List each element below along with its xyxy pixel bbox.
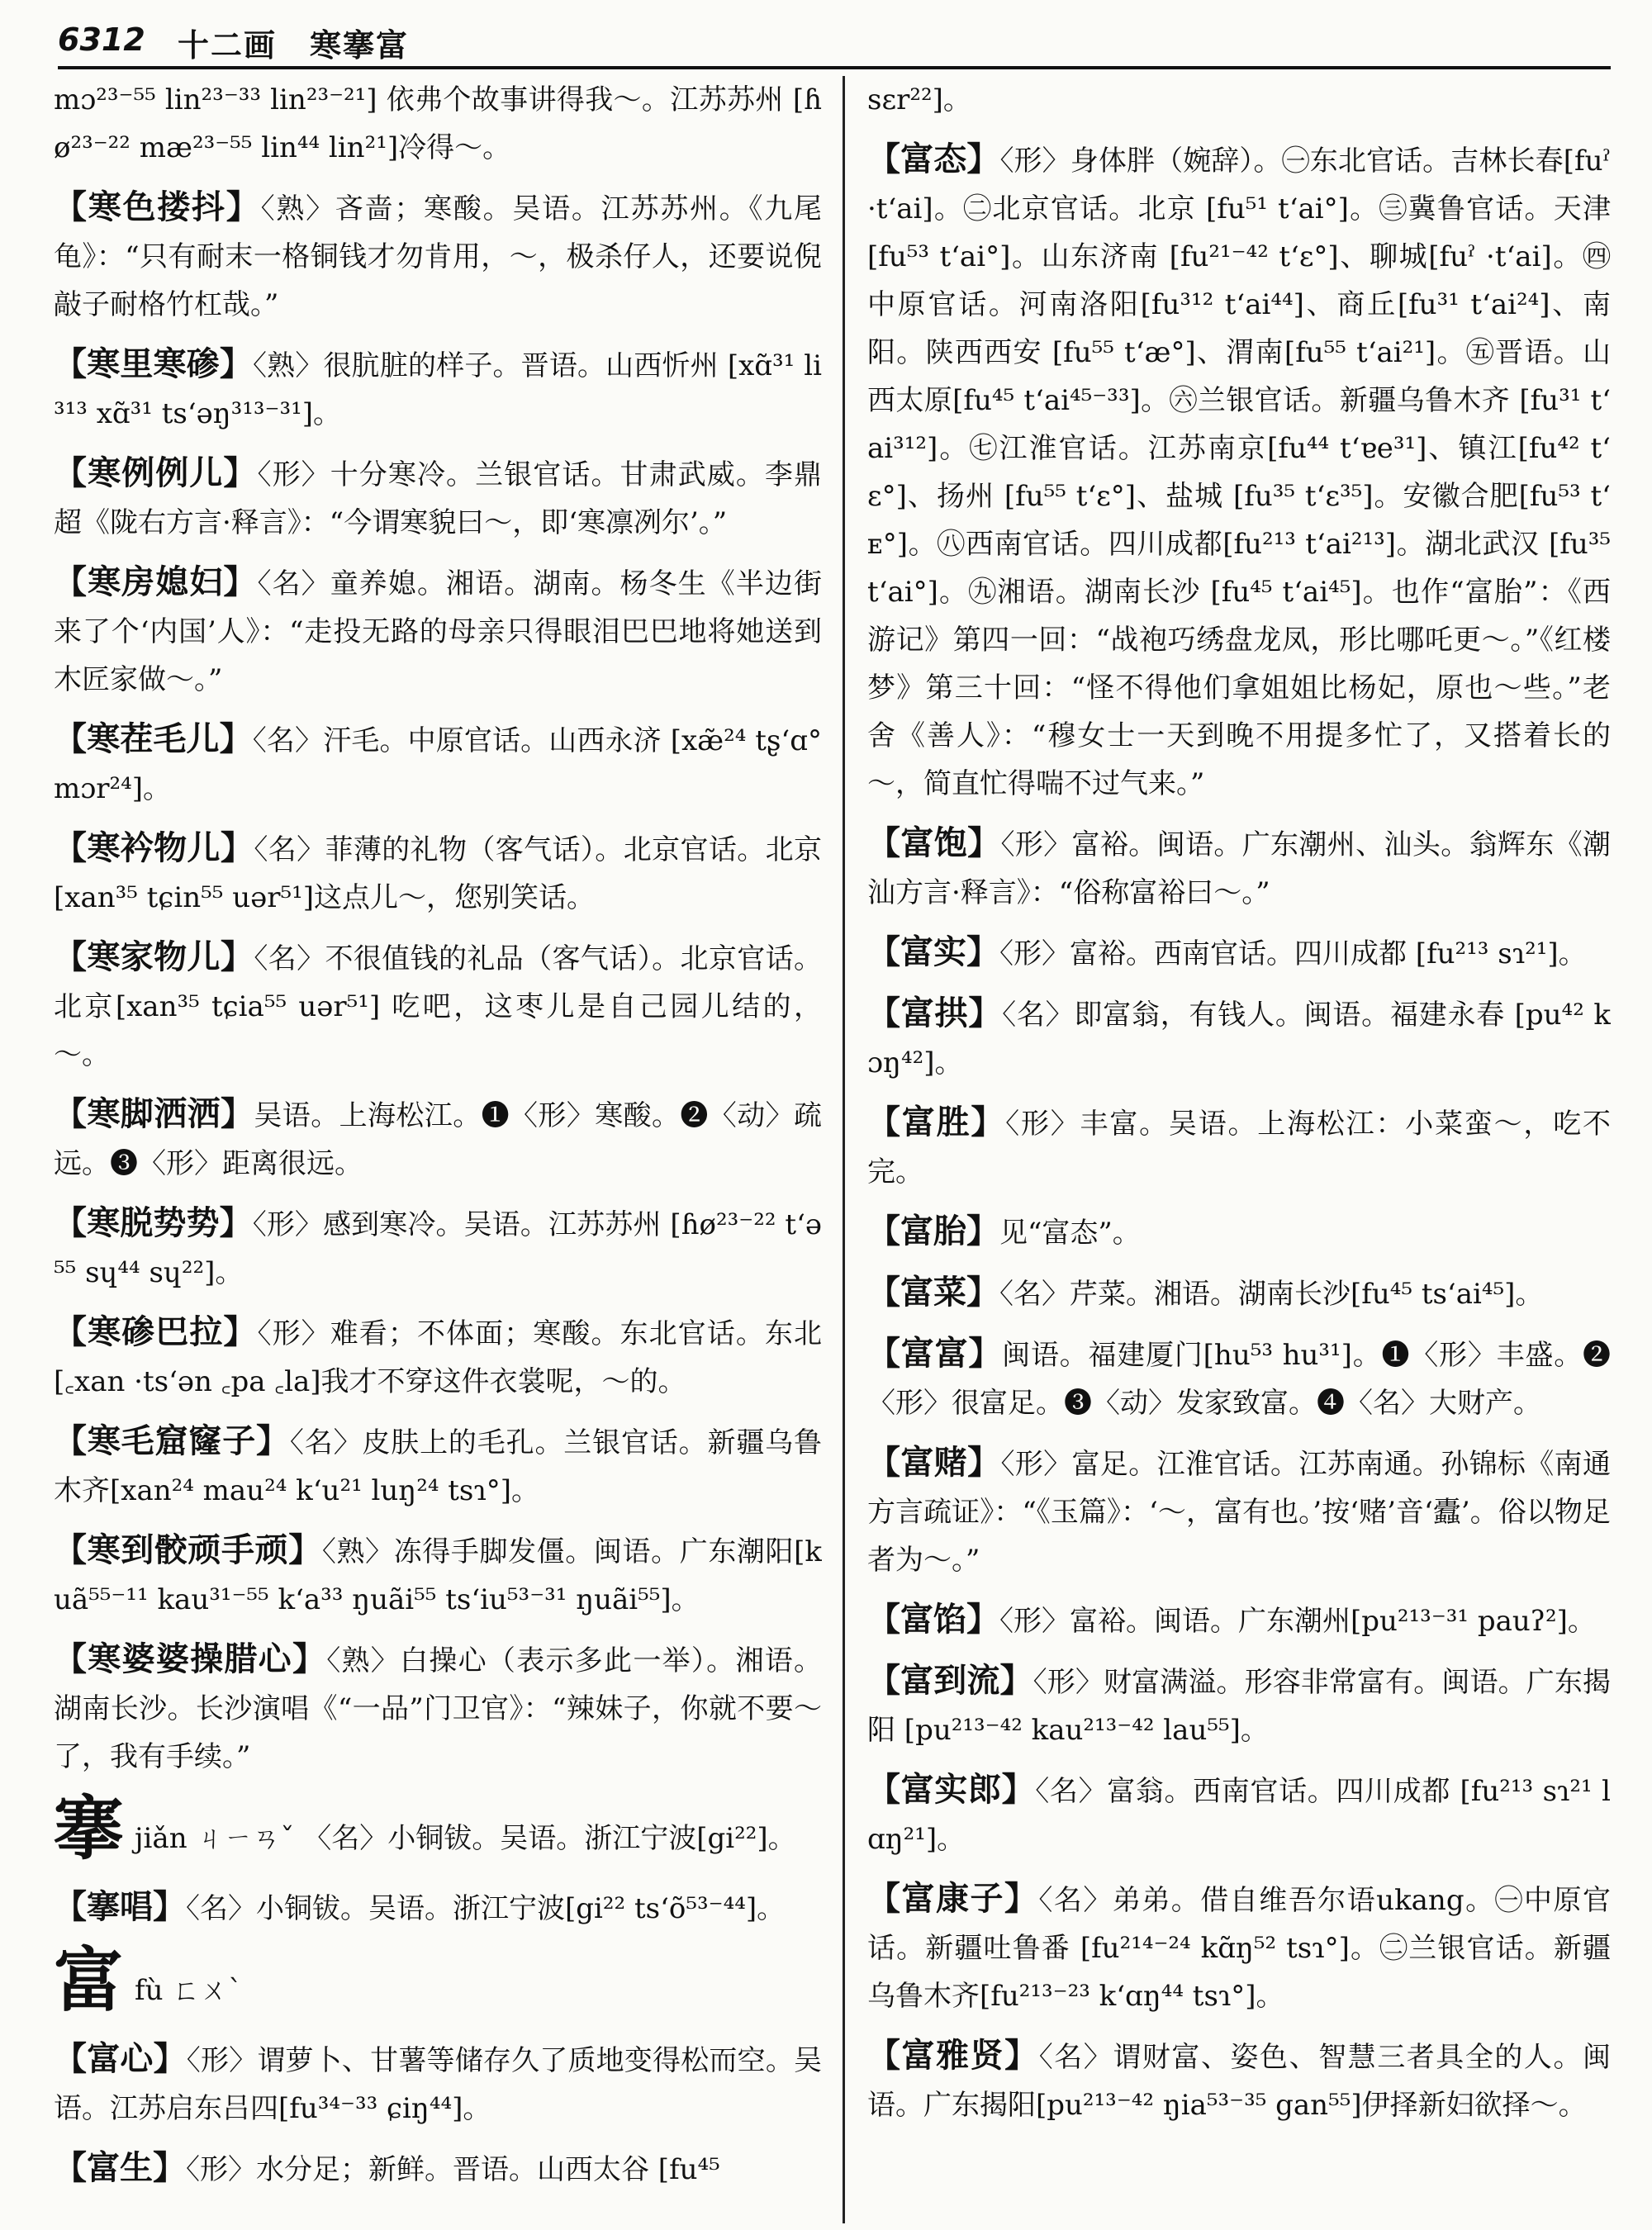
entry-definition: 〈形〉水分足；新鲜。晋语。山西太谷 [fu⁴⁵	[186, 2153, 720, 2186]
dictionary-entry	[54, 449, 822, 547]
entry-headword: 【富拱】	[867, 994, 1003, 1032]
entry-headword: 【富康子】	[867, 1879, 1039, 1918]
entry-definition: 吴语。上海松江。❶〈形〉寒酸。❷〈动〉疏远。❸〈形〉距离很远。	[54, 1099, 822, 1180]
character-entry-jian	[54, 1787, 822, 1875]
entry-definition: 〈名〉弟弟。借自维吾尔语ukang。㊀中原官话。新疆吐鲁番 [fu²¹⁴⁻²⁴ kɑ̃ŋ⁵² tsɿ°]。㊁兰银官话。新疆乌鲁木齐[fu²¹³⁻²³ kʻɑŋ⁴⁴ tsɿ°]。	[867, 1884, 1611, 2013]
entry-definition: 〈形〉富裕。闽语。广东潮州[pu²¹³⁻³¹ pauʔ²]。	[999, 1605, 1596, 1638]
jian-entries	[54, 1883, 822, 1933]
entry-headword: 【寒婆婆操腊心】	[54, 1639, 327, 1678]
fu-left-entries	[54, 2035, 822, 2194]
character-entry-fu	[54, 1939, 822, 2027]
left-column	[54, 76, 822, 2223]
entry-definition: 〈名〉汗毛。中原官话。山西永济 [xæ̃²⁴ tʂʻɑ° mɔr²⁴]。	[54, 724, 822, 805]
dictionary-entry	[867, 1439, 1611, 1584]
dictionary-entry	[54, 1883, 822, 1933]
dictionary-entry	[54, 1090, 822, 1188]
dictionary-entry	[867, 135, 1611, 808]
dictionary-entry	[54, 824, 822, 922]
entry-headword: 【寒房媳妇】	[54, 562, 258, 601]
entry-headword: 【寒衿物儿】	[54, 828, 254, 867]
dictionary-entry	[54, 558, 822, 704]
dictionary-entry	[54, 76, 822, 172]
dictionary-entry	[54, 1635, 822, 1781]
page-section-title: 十二画 寒搴富	[178, 26, 410, 64]
entry-definition: 闽语。福建厦门[hu⁵³ hu³¹]。❶〈形〉丰盛。❷〈形〉很富足。❸〈动〉发家致富。❹〈名〉大财产。	[867, 1339, 1611, 1420]
entry-headword: 【寒到骹顽手顽】	[54, 1530, 322, 1569]
entry-definition: 〈名〉即富翁，有钱人。闽语。福建永春 [pu⁴² kɔŋ⁴²]。	[867, 999, 1611, 1079]
entry-definition: 〈形〉十分寒冷。兰银官话。甘肃武威。李鼎超《陇右方言·释言》：“今谓寒貌曰～，即‘寒凛冽尔’。”	[54, 458, 822, 539]
dictionary-entry	[867, 1875, 1611, 2020]
left-entries	[54, 76, 822, 1781]
entry-definition: 见“富态”。	[999, 1217, 1141, 1250]
entry-headword: 【富菜】	[867, 1273, 999, 1312]
dictionary-entry	[54, 340, 822, 438]
entry-definition: 〈形〉感到寒冷。吴语。江苏苏州 [ɦø²³⁻²² tʻə⁵⁵ sɥ⁴⁴ sɥ²²]。	[54, 1208, 822, 1289]
entry-definition: 〈名〉童养媳。湘语。湖南。杨冬生《半边街来了个‘内国’人》：“走投无路的母亲只得眼泪巴巴地将她送到木匠家做～。”	[54, 567, 822, 696]
entry-headword: 【搴唱】	[54, 1887, 186, 1926]
entry-definition: 〈熟〉冻得手脚发僵。闽语。广东潮阳[kuã⁵⁵⁻¹¹ kau³¹⁻⁵⁵ kʻa³³ ŋuãi⁵⁵ tsʻiu⁵³⁻³¹ ŋuãi⁵⁵]。	[54, 1535, 822, 1616]
entry-definition: sɛr²²]。	[867, 83, 971, 116]
dictionary-entry	[54, 933, 822, 1079]
entry-headword: 【寒脚洒洒】	[54, 1094, 254, 1133]
entry-definition: 〈名〉芹菜。湘语。湖南长沙[fu⁴⁵ tsʻai⁴⁵]。	[999, 1278, 1544, 1311]
dictionary-entry	[54, 1526, 822, 1624]
character-fu: 富	[54, 1939, 124, 2021]
dictionary-entry	[867, 819, 1611, 917]
entry-headword: 【寒茬毛儿】	[54, 719, 253, 758]
entry-definition: 〈形〉丰富。吴语。上海松江：小菜蛮～，吃不完。	[867, 1108, 1611, 1189]
entry-definition: 〈名〉皮肤上的毛孔。兰银官话。新疆乌鲁木齐[xan²⁴ mau²⁴ kʻu²¹ luŋ²⁴ tsɿ°]。	[54, 1426, 822, 1507]
entry-definition: 〈形〉富裕。西南官话。四川成都 [fu²¹³ sɿ²¹]。	[999, 937, 1587, 970]
dictionary-entry	[867, 928, 1611, 978]
entry-headword: 【富胜】	[867, 1103, 1006, 1141]
entry-definition: 〈形〉富足。江淮官话。江苏南通。孙锦标《南通方言疏证》：“《玉篇》：‘～，富有也。’按‘赌’音‘蠹’。俗以物足者为～。”	[867, 1448, 1611, 1577]
dictionary-entry	[54, 1199, 822, 1297]
entry-definition: 〈形〉谓萝卜、甘薯等储存久了质地变得松而空。吴语。江苏启东吕四[fu³⁴⁻³³ ɕiŋ⁴⁴]。	[54, 2044, 822, 2125]
entry-definition: 〈名〉小铜钹。吴语。浙江宁波[gi²² tsʻõ⁵³⁻⁴⁴]。	[186, 1892, 786, 1925]
dictionary-entry	[54, 1417, 822, 1515]
entry-headword: 【寒里寒碜】	[54, 344, 254, 383]
dictionary-entry	[867, 1330, 1611, 1427]
entry-headword: 【富生】	[54, 2148, 186, 2187]
page-number: 6312	[58, 21, 145, 58]
dictionary-entry	[54, 1308, 822, 1406]
dictionary-entry	[867, 1657, 1611, 1754]
entry-headword: 【寒脱势势】	[54, 1203, 253, 1242]
dictionary-entry	[867, 2032, 1611, 2129]
entry-headword: 【富心】	[54, 2039, 187, 2078]
entry-definition: 〈名〉菲薄的礼物（客气话）。北京官话。北京[xan³⁵ tɕin⁵⁵ uər⁵¹]这点儿～，您别笑话。	[54, 833, 822, 914]
entry-headword: 【富富】	[867, 1334, 1003, 1373]
entry-definition: 〈名〉谓财富、姿色、智慧三者具全的人。闽语。广东揭阳[pu²¹³⁻⁴² ŋia⁵³⁻³⁵ gan⁵⁵]伊择新妇欲择～。	[867, 2041, 1611, 2122]
character-jian: 搴	[54, 1787, 124, 1869]
entry-definition: 〈形〉难看；不体面；寒酸。东北官话。东北 [꜀xan ·tsʻən ꜀pa ꜀la]我才不穿这件衣裳呢，～的。	[54, 1317, 822, 1398]
entry-headword: 【富馅】	[867, 1600, 999, 1639]
entry-headword: 【寒碜巴拉】	[54, 1312, 258, 1351]
entry-definition: 〈名〉不很值钱的礼品（客气话）。北京官话。北京[xan³⁵ tɕia⁵⁵ uər⁵¹] 吃吧，这枣儿是自己园儿结的，～。	[54, 942, 822, 1071]
dictionary-entry	[54, 2144, 822, 2194]
dictionary-entry	[54, 715, 822, 813]
page-header	[58, 15, 1611, 69]
entry-definition: 〈熟〉很肮脏的样子。晋语。山西忻州 [xɑ̃³¹ li³¹³ xɑ̃³¹ tsʻəŋ³¹³⁻³¹]。	[54, 349, 822, 430]
entry-definition: mɔ²³⁻⁵⁵ lin²³⁻³³ lin²³⁻²¹] 依弗个故事讲得我～。江苏苏州 [ɦø²³⁻²² mæ²³⁻⁵⁵ lin⁴⁴ lin²¹]冷得～。	[54, 83, 822, 164]
entry-definition: 〈形〉富裕。闽语。广东潮州、汕头。翁辉东《潮汕方言·释言》：“俗称富裕曰～。”	[867, 828, 1611, 909]
column-divider	[843, 76, 845, 2223]
entry-definition: 〈熟〉白操心（表示多此一举）。湘语。湖南长沙。长沙演唱《“一品”门卫官》：“辣妹子，你就不要～了，我有手续。”	[54, 1644, 822, 1773]
entry-headword: 【富胎】	[867, 1212, 999, 1250]
entry-headword: 【寒例例儿】	[54, 453, 258, 492]
entry-headword: 【富到流】	[867, 1661, 1033, 1700]
entry-headword: 【富赌】	[867, 1443, 1001, 1482]
dictionary-entry	[867, 1208, 1611, 1257]
right-column	[867, 76, 1611, 2223]
entry-headword: 【富实郎】	[867, 1770, 1036, 1809]
dictionary-entry	[867, 76, 1611, 124]
entry-headword: 【富态】	[867, 140, 1000, 178]
entry-definition: 〈形〉财富满溢。形容非常富有。闽语。广东揭阳 [pu²¹³⁻⁴² kau²¹³⁻⁴² lau⁵⁵]。	[867, 1666, 1611, 1747]
dictionary-entry	[54, 2035, 822, 2133]
entry-headword: 【寒毛窟窿子】	[54, 1421, 290, 1460]
entry-definition: 〈熟〉吝啬；寒酸。吴语。江苏苏州。《九尾龟》：“只有耐末一格铜钱才勿肯用，～，极杀仔人，还要说倪敲子耐格竹杠哉。”	[54, 192, 822, 321]
dictionary-entry	[867, 1766, 1611, 1863]
dictionary-entry	[867, 1098, 1611, 1196]
character-jian-definition: jiǎn ㄐㄧㄢˇ 〈名〉小铜钹。吴语。浙江宁波[gi²²]。	[135, 1822, 796, 1855]
dictionary-entry	[867, 1596, 1611, 1645]
right-entries	[867, 76, 1611, 2129]
dictionary-entry	[54, 183, 822, 329]
entry-headword: 【寒色搂抖】	[54, 187, 261, 226]
dictionary-entry	[867, 1269, 1611, 1318]
entry-definition: 〈形〉身体胖（婉辞）。㊀东北官话。吉林长春[fuˀ ·tʻai]。㊁北京官话。北京 [fu⁵¹ tʻai°]。㊂冀鲁官话。天津[fu⁵³ tʻai°]。山东济南 [fu²¹⁻⁴² tʻɛ°]、聊城[fuˀ ·tʻai]。㊃中原官话。河南洛阳[fu³¹² tʻai⁴⁴]、商丘[fu³¹ tʻai²⁴]、南阳。陕西西安 [fu⁵⁵ tʻæ°]、渭南[fu⁵⁵ tʻai²¹]。㊄晋语。山西太原[fu⁴⁵ tʻai⁴⁵⁻³³]。㊅兰银官话。新疆乌鲁木齐 [fu³¹ tʻai³¹²]。㊆江淮官话。江苏南京[fu⁴⁴ tʻɐe³¹]、镇江[fu⁴² tʻɛ°]、扬州 [fu⁵⁵ tʻɛ°]、盐城 [fu³⁵ tʻɛ³⁵]。安徽合肥[fu⁵³ tʻᴇ°]。㊇西南官话。四川成都[fu²¹³ tʻai²¹³]。湖北武汉 [fu³⁵ tʻai°]。㊈湘语。湖南长沙 [fu⁴⁵ tʻai⁴⁵]。也作“富胎”：《西游记》第四一回：“战袍巧绣盘龙凤，形比哪吒更～。”《红楼梦》第三十回：“怪不得他们拿姐姐比杨妃，原也～些。”老舍《善人》：“穆女士一天到晚不用提多忙了，又搭着长的～，简直忙得喘不过气来。”	[867, 145, 1611, 800]
entry-headword: 【富雅贤】	[867, 2036, 1039, 2075]
entry-definition: 〈名〉富翁。西南官话。四川成都 [fu²¹³ sɿ²¹ lɑŋ²¹]。	[867, 1775, 1611, 1856]
dictionary-entry	[867, 989, 1611, 1087]
entry-headword: 【寒家物儿】	[54, 937, 254, 976]
entry-headword: 【富饱】	[867, 823, 1001, 862]
entry-headword: 【富实】	[867, 932, 999, 971]
character-fu-reading: fù ㄈㄨˋ	[135, 1974, 243, 2007]
